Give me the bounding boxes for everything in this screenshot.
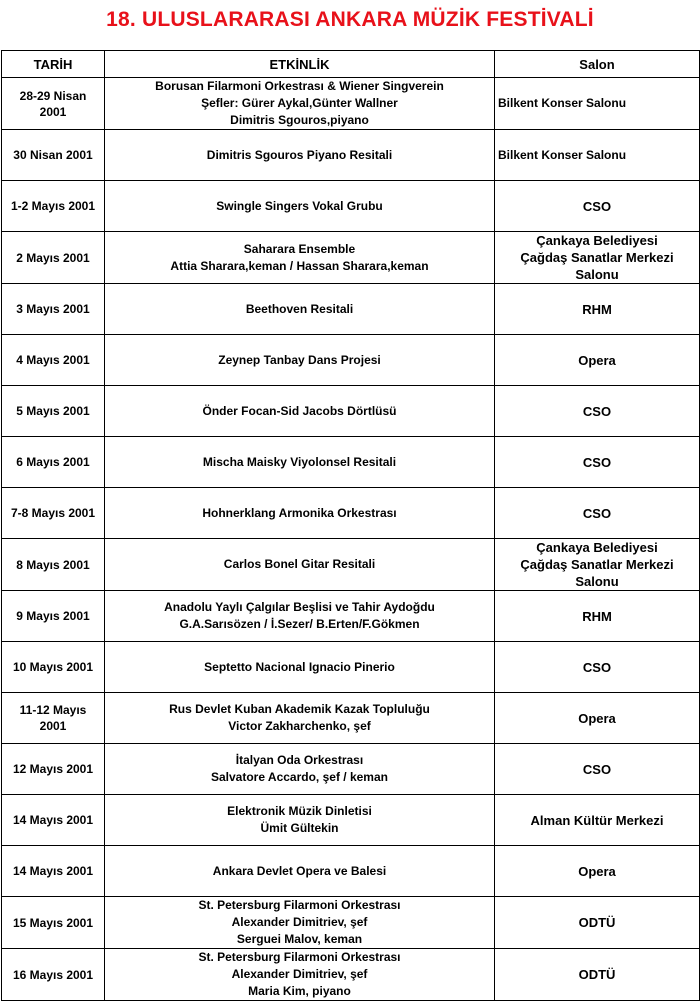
venue-cell — [495, 284, 700, 335]
event-cell-line: Maria Kim, piyano — [248, 984, 351, 998]
table-row — [2, 744, 700, 795]
event-cell-line: Mischa Maisky Viyolonsel Resitali — [202, 454, 397, 469]
event-cell-line: Zeynep Tanbay Dans Projesi — [218, 352, 381, 367]
table-header-row — [2, 51, 700, 78]
header-event: ETKİNLİK — [105, 51, 495, 78]
date-cell — [2, 949, 105, 1001]
date-cell — [2, 846, 105, 897]
venue-cell — [495, 386, 700, 437]
date-cell-line: 7-8 Mayıs 2001 — [10, 506, 96, 520]
event-cell-line: Septetto Nacional Ignacio Pinerio — [204, 659, 395, 674]
date-cell-line: 6 Mayıs 2001 — [16, 455, 90, 469]
event-cell — [105, 386, 495, 437]
table-row — [2, 386, 700, 437]
event-cell — [105, 795, 495, 846]
date-cell-line: 1-2 Mayıs 2001 — [10, 199, 96, 213]
date-cell-line: 2001 — [39, 719, 67, 733]
event-cell — [105, 437, 495, 488]
table-row — [2, 232, 700, 284]
venue-cell-line: Opera — [578, 863, 616, 879]
event-cell — [105, 693, 495, 744]
event-cell-line: Dimitris Sgouros Piyano Resitali — [206, 147, 393, 162]
date-cell — [2, 488, 105, 539]
table-row — [2, 897, 700, 949]
date-cell — [2, 795, 105, 846]
event-cell-line: Önder Focan-Sid Jacobs Dörtlüsü — [202, 403, 397, 418]
date-cell — [2, 744, 105, 795]
table-row — [2, 642, 700, 693]
date-cell — [2, 437, 105, 488]
date-cell — [2, 693, 105, 744]
table-row — [2, 949, 700, 1001]
venue-cell — [495, 488, 700, 539]
event-cell-line: Serguei Malov, keman — [236, 932, 363, 946]
table-row — [2, 488, 700, 539]
event-cell — [105, 488, 495, 539]
table-row — [2, 130, 700, 181]
venue-cell-line: Opera — [578, 352, 616, 368]
venue-cell-line: Çankaya Belediyesi — [536, 540, 658, 555]
venue-cell — [495, 846, 700, 897]
event-cell — [105, 78, 495, 130]
event-cell — [105, 949, 495, 1001]
date-cell — [2, 181, 105, 232]
venue-cell-line: RHM — [582, 301, 612, 317]
event-cell — [105, 744, 495, 795]
venue-cell — [495, 232, 700, 284]
venue-cell — [495, 795, 700, 846]
venue-cell-line: ODTÜ — [578, 967, 616, 982]
event-cell-line: St. Petersburg Filarmoni Orkestrası — [198, 950, 401, 964]
date-cell — [2, 335, 105, 386]
venue-cell-line: CSO — [582, 659, 612, 675]
event-cell-line: Ümit Gültekin — [260, 821, 339, 835]
date-cell-line: 9 Mayıs 2001 — [16, 609, 90, 623]
venue-cell — [495, 693, 700, 744]
date-cell-line: 5 Mayıs 2001 — [16, 404, 90, 418]
event-cell-line: Şefler: Gürer Aykal,Günter Wallner — [201, 96, 398, 110]
venue-cell — [495, 642, 700, 693]
date-cell-line: 12 Mayıs 2001 — [12, 762, 94, 776]
date-cell-line: 8 Mayıs 2001 — [16, 557, 90, 572]
venue-cell — [495, 335, 700, 386]
event-cell-line: Rus Devlet Kuban Akademik Kazak Topluluğu — [169, 702, 430, 716]
event-cell — [105, 335, 495, 386]
date-cell — [2, 130, 105, 181]
date-cell-line: 16 Mayıs 2001 — [12, 967, 94, 982]
date-cell-line: 15 Mayıs 2001 — [12, 915, 94, 930]
event-cell-line: Dimitris Sgouros,piyano — [230, 113, 369, 127]
venue-cell — [495, 744, 700, 795]
table-row — [2, 437, 700, 488]
date-cell-line: 30 Nisan 2001 — [13, 148, 93, 162]
date-cell — [2, 232, 105, 284]
venue-cell-line: Çağdaş Sanatlar Merkezi — [520, 250, 674, 265]
event-cell-line: Swingle Singers Vokal Grubu — [216, 198, 383, 213]
venue-cell — [495, 181, 700, 232]
table-row — [2, 78, 700, 130]
date-cell-line: 2 Mayıs 2001 — [16, 250, 90, 265]
event-cell-line: Attia Sharara,keman / Hassan Sharara,keman — [170, 258, 429, 273]
table-row — [2, 693, 700, 744]
event-cell-line: Alexander Dimitriev, şef — [231, 915, 368, 929]
event-cell — [105, 897, 495, 949]
venue-cell-line: Salonu — [575, 267, 619, 282]
venue-cell-line: Salonu — [575, 574, 619, 589]
date-cell-line: 2001 — [39, 104, 67, 119]
table-row — [2, 539, 700, 591]
event-cell — [105, 232, 495, 284]
venue-cell — [495, 437, 700, 488]
venue-cell-line: ODTÜ — [578, 915, 616, 930]
table-row — [2, 591, 700, 642]
table-row — [2, 284, 700, 335]
event-cell-line: St. Petersburg Filarmoni Orkestrası — [198, 898, 401, 912]
venue-cell — [495, 130, 700, 181]
page-title: 18. ULUSLARARASI ANKARA MÜZİK FESTİVALİ — [106, 8, 594, 31]
date-cell-line: 10 Mayıs 2001 — [12, 660, 94, 674]
venue-cell-line: CSO — [582, 505, 612, 521]
venue-cell — [495, 897, 700, 949]
event-cell-line: Borusan Filarmoni Orkestrası & Wiener Singverein — [155, 79, 444, 93]
event-cell — [105, 642, 495, 693]
event-cell-line: Saharara Ensemble — [243, 241, 356, 256]
date-cell — [2, 386, 105, 437]
venue-cell-line: Çağdaş Sanatlar Merkezi — [520, 557, 674, 572]
table-body — [2, 78, 700, 1001]
date-cell — [2, 591, 105, 642]
date-cell — [2, 78, 105, 130]
venue-cell-line: Alman Kültür Merkezi — [530, 812, 664, 828]
table-row — [2, 335, 700, 386]
venue-cell-line: CSO — [582, 403, 612, 419]
venue-cell-line: Bilkent Konser Salonu — [498, 147, 627, 162]
event-cell-line: Ankara Devlet Opera ve Balesi — [212, 863, 387, 878]
event-cell-line: G.A.Sarısözen / İ.Sezer/ B.Erten/F.Gökmen — [179, 617, 420, 631]
venue-cell — [495, 949, 700, 1001]
event-cell — [105, 284, 495, 335]
date-cell-line: 14 Mayıs 2001 — [12, 864, 94, 878]
venue-cell-line: Bilkent Konser Salonu — [498, 96, 627, 110]
venue-cell-line: CSO — [582, 454, 612, 470]
header-venue: Salon — [495, 51, 700, 78]
event-cell-line: Hohnerklang Armonika Orkestrası — [202, 505, 397, 520]
event-cell-line: Elektronik Müzik Dinletisi — [227, 804, 372, 818]
date-cell-line: 4 Mayıs 2001 — [16, 353, 90, 367]
date-cell-line: 14 Mayıs 2001 — [12, 813, 94, 827]
date-cell-line: 3 Mayıs 2001 — [16, 302, 90, 316]
date-cell — [2, 897, 105, 949]
venue-cell — [495, 591, 700, 642]
table-row — [2, 795, 700, 846]
event-cell — [105, 846, 495, 897]
date-cell — [2, 284, 105, 335]
event-cell — [105, 181, 495, 232]
date-cell-line: 28-29 Nisan — [19, 88, 87, 103]
event-cell-line: Victor Zakharchenko, şef — [228, 719, 371, 733]
venue-cell-line: Çankaya Belediyesi — [536, 233, 658, 248]
event-cell-line: Beethoven Resitali — [245, 301, 354, 316]
event-cell — [105, 539, 495, 591]
event-cell — [105, 130, 495, 181]
venue-cell — [495, 539, 700, 591]
event-cell-line: İtalyan Oda Orkestrası — [235, 753, 364, 767]
venue-cell-line: CSO — [582, 761, 612, 777]
venue-cell-line: CSO — [582, 198, 612, 214]
venue-cell-line: Opera — [578, 710, 616, 726]
venue-cell-line: RHM — [582, 608, 612, 624]
venue-cell — [495, 78, 700, 130]
table-row — [2, 181, 700, 232]
event-cell-line: Carlos Bonel Gitar Resitali — [223, 557, 376, 571]
event-cell-line: Anadolu Yaylı Çalgılar Beşlisi ve Tahir Aydoğdu — [164, 600, 435, 614]
table-row — [2, 846, 700, 897]
date-cell-line: 11-12 Mayıs — [19, 703, 87, 717]
header-date: TARİH — [2, 51, 105, 78]
event-cell-line: Salvatore Accardo, şef / keman — [211, 770, 388, 784]
festival-table — [1, 50, 700, 1001]
event-cell — [105, 591, 495, 642]
event-cell-line: Alexander Dimitriev, şef — [231, 967, 368, 981]
date-cell — [2, 642, 105, 693]
date-cell — [2, 539, 105, 591]
